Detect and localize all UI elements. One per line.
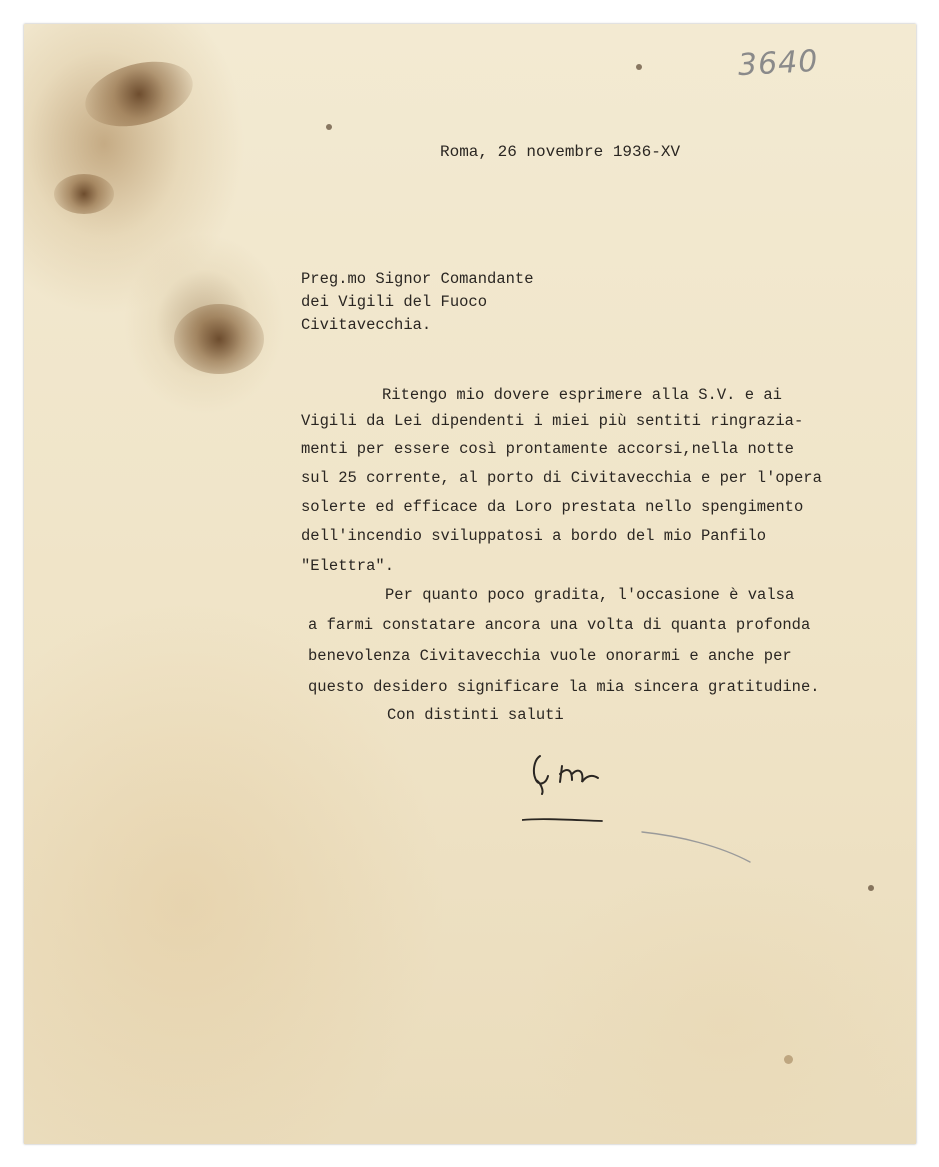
body-line: menti per essere così prontamente accorsi,nella notte bbox=[301, 440, 794, 458]
body-line: "Elettra". bbox=[301, 557, 395, 575]
body-line: benevolenza Civitavecchia vuole onorarmi e anche per bbox=[308, 647, 792, 665]
pencil-stroke bbox=[640, 826, 760, 866]
body-line: questo desidero significare la mia sincera gratitudine. bbox=[308, 678, 820, 696]
burn-stain bbox=[78, 51, 200, 137]
ink-spot bbox=[868, 885, 874, 891]
ink-spot bbox=[326, 124, 332, 130]
burn-stain bbox=[54, 174, 114, 214]
ink-spot bbox=[636, 64, 642, 70]
ink-spot bbox=[784, 1055, 793, 1064]
body-line: Con distinti saluti bbox=[387, 706, 564, 724]
body-line: Vigili da Lei dipendenti i miei più sentiti ringrazia- bbox=[301, 412, 804, 430]
address-line-3: Civitavecchia. bbox=[301, 316, 432, 334]
address-line-1: Preg.mo Signor Comandante bbox=[301, 270, 534, 288]
body-line: Per quanto poco gradita, l'occasione è valsa bbox=[385, 586, 795, 604]
body-line: Ritengo mio dovere esprimere alla S.V. e ai bbox=[382, 386, 782, 404]
body-line: a farmi constatare ancora una volta di quanta profonda bbox=[308, 616, 811, 634]
burn-stain bbox=[174, 304, 264, 374]
letter-sheet bbox=[24, 24, 916, 1144]
body-line: dell'incendio sviluppatosi a bordo del mio Panfilo bbox=[301, 527, 767, 545]
date-line: Roma, 26 novembre 1936-XV bbox=[440, 143, 681, 161]
address-line-2: dei Vigili del Fuoco bbox=[301, 293, 488, 311]
signature bbox=[522, 746, 612, 836]
archive-number: 3640 bbox=[737, 43, 820, 84]
body-line: solerte ed efficace da Loro prestata nello spengimento bbox=[301, 498, 804, 516]
body-line: sul 25 corrente, al porto di Civitavecchia e per l'opera bbox=[301, 469, 822, 487]
